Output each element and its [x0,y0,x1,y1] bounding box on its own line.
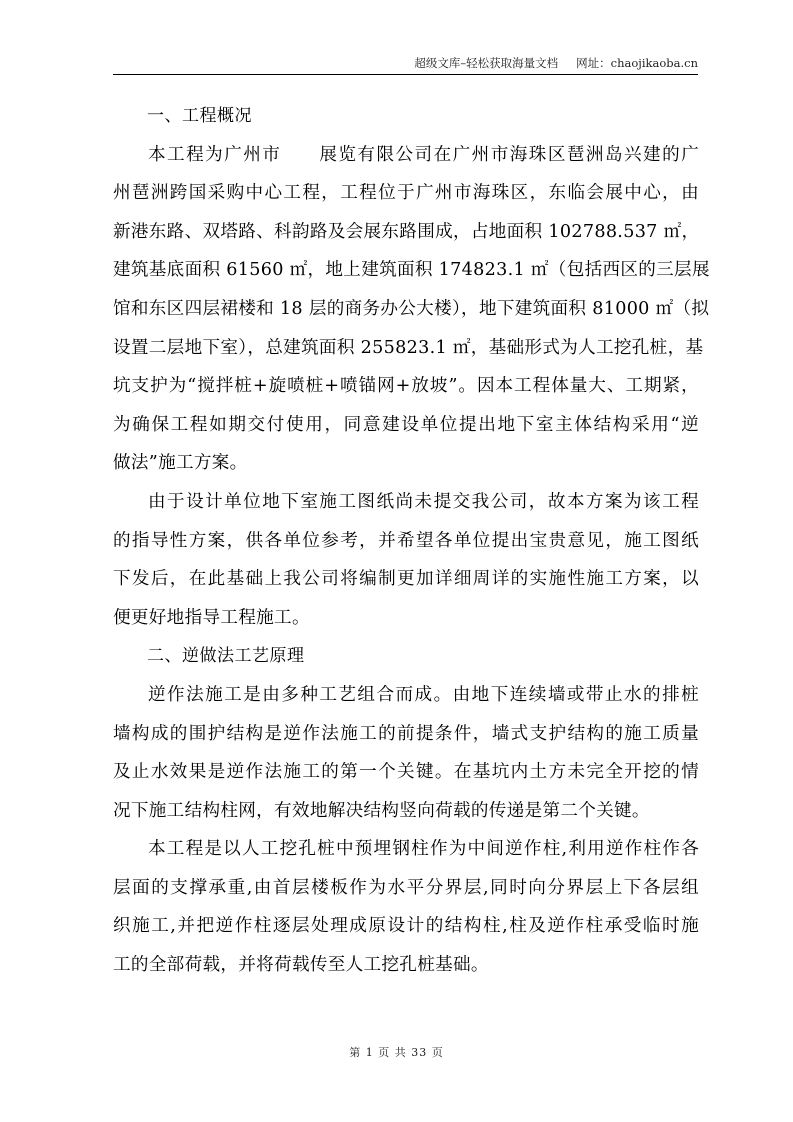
text-line: 织施工,并把逆作柱逐层处理成原设计的结构柱,柱及逆作柱承受临时施 [113,916,699,937]
text-line: 便更好地指导工程施工。 [113,607,310,628]
text-line: 设置二层地下室），总建筑面积 255823.1 ㎡，基础形式为人工挖孔桩，基 [113,337,704,358]
text-line: 为确保工程如期交付使用，同意建设单位提出地下室主体结构采用“逆 [113,414,699,435]
section-heading-principle: 二、逆做法工艺原理 [147,646,305,667]
text-line: 下发后，在此基础上我公司将编制更加详细周详的实施性施工方案，以 [113,569,699,590]
page-number: 第 1 页 共 33 页 [349,1046,444,1059]
site-url: 网址：chaojikaoba.cn [576,56,698,70]
paragraph-project-overview [113,136,710,483]
paragraph-design-note [113,483,699,637]
text-line: 馆和东区四层裙楼和 18 层的商务办公大楼），地下建筑面积 81000 ㎡（拟 [113,298,710,319]
paragraph-principle [113,676,699,830]
text-line: 本工程是以人工挖孔桩中预埋钢柱作为中间逆作柱,利用逆作柱作各 [148,839,699,860]
text-line: 新港东路、双塔路、科韵路及会展东路围成，占地面积 102788.537 ㎡， [113,221,700,242]
section-heading-overview: 一、工程概况 [147,106,252,126]
text-line: 由于设计单位地下室施工图纸尚未提交我公司，故本方案为该工程 [148,491,699,512]
text-line: 逆作法施工是由多种工艺组合而成。由地下连续墙或带止水的排桩 [148,684,699,705]
text-line: 做法”施工方案。 [113,453,248,474]
paragraph-method [113,830,699,984]
text-line: 坑支护为“搅拌桩+旋喷桩+喷锚网+放坡”。因本工程体量大、工期紧， [113,376,699,397]
text-line: 工的全部荷载，并将荷载传至人工挖孔桩基础。 [113,955,489,976]
page-header [113,55,698,75]
text-line: 的指导性方案，供各单位参考，并希望各单位提出宝贵意见，施工图纸 [113,530,699,551]
text-line: 墙构成的围护结构是逆作法施工的前提条件，墙式支护结构的施工质量 [113,723,699,744]
text-line: 本工程为广州市 展览有限公司在广州市海珠区琶洲岛兴建的广 [148,144,699,165]
text-line: 况下施工结构柱网，有效地解决结构竖向荷载的传递是第二个关键。 [113,800,650,821]
site-slogan: 超级文库–轻松获取海量文档 [414,56,559,70]
text-line: 层面的支撑承重,由首层楼板作为水平分界层,同时向分界层上下各层组 [113,877,699,898]
text-line: 及止水效果是逆作法施工的第一个关键。在基坑内土方未完全开挖的情 [113,762,699,783]
document-body [113,97,710,985]
text-line: 建筑基底面积 61560 ㎡，地上建筑面积 174823.1 ㎡（包括西区的三层展 [113,260,710,281]
text-line: 州琶洲跨国采购中心工程，工程位于广州市海珠区，东临会展中心，由 [113,183,699,204]
